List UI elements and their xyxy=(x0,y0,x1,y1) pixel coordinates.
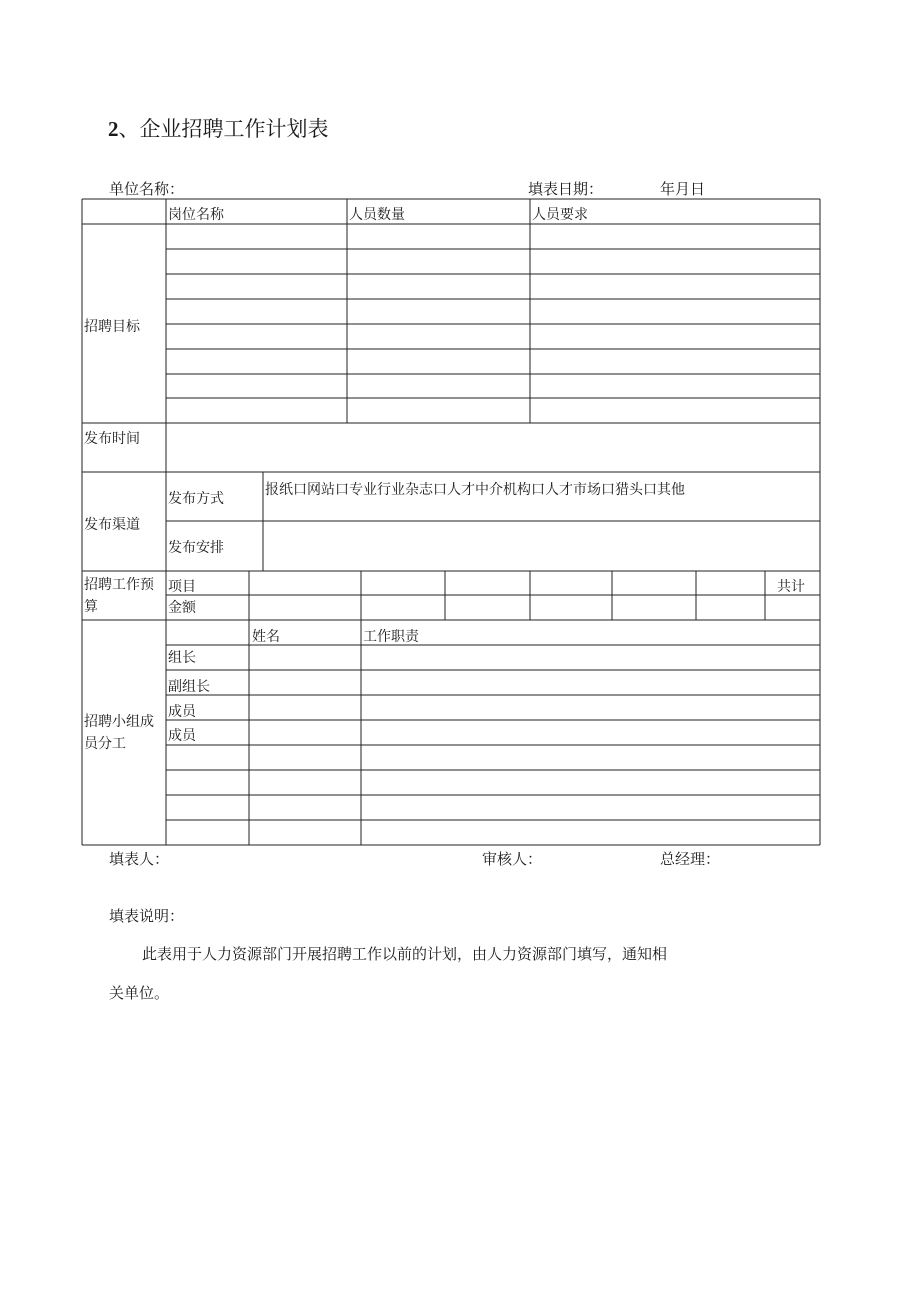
team-col-duty: 工作职责 xyxy=(363,629,419,645)
col-header-requirements: 人员要求 xyxy=(532,207,588,223)
publish-method-options: 报纸口网站口专业行业杂志口人才中介机构口人才市场口猎头口其他 xyxy=(265,482,685,498)
publish-schedule-label: 发布安排 xyxy=(168,540,224,556)
row-label-recruit-target: 招聘目标 xyxy=(84,319,140,335)
team-role-member: 成员 xyxy=(168,704,196,720)
budget-item-label: 项目 xyxy=(168,579,196,595)
filler-label: 填表人： xyxy=(109,850,170,868)
team-role-leader: 组长 xyxy=(168,650,196,666)
publish-method-label: 发布方式 xyxy=(168,491,224,507)
budget-total-label: 共计 xyxy=(777,579,805,595)
fill-date-label: 填表日期： xyxy=(528,180,604,198)
col-header-count: 人员数量 xyxy=(349,207,405,223)
team-role-deputy: 副组长 xyxy=(168,679,210,695)
row-label-recruit-team: 招聘小组成员分工 xyxy=(84,714,154,752)
row-label-publish-time: 发布时间 xyxy=(84,431,140,447)
col-header-position: 岗位名称 xyxy=(168,207,224,223)
title-separator: 、 xyxy=(118,117,140,141)
fill-date-value: 年月日 xyxy=(660,180,706,198)
row-label-publish-channel: 发布渠道 xyxy=(84,517,140,533)
notes-heading: 填表说明： xyxy=(109,907,185,925)
title-text: 企业招聘工作计划表 xyxy=(139,117,329,141)
team-col-name: 姓名 xyxy=(252,629,280,645)
budget-amount-label: 金额 xyxy=(168,600,196,616)
title-number: 2 xyxy=(108,117,119,141)
row-label-budget: 招聘工作预算 xyxy=(84,577,154,615)
reviewer-label: 审核人： xyxy=(482,850,543,868)
unit-name-label: 单位名称： xyxy=(109,180,185,198)
notes-line-2: 关单位。 xyxy=(109,984,170,1002)
notes-line-1: 此表用于人力资源部门开展招聘工作以前的计划，由人力资源部门填写，通知相 xyxy=(142,945,668,963)
general-manager-label: 总经理： xyxy=(660,850,721,868)
team-role-member: 成员 xyxy=(168,728,196,744)
